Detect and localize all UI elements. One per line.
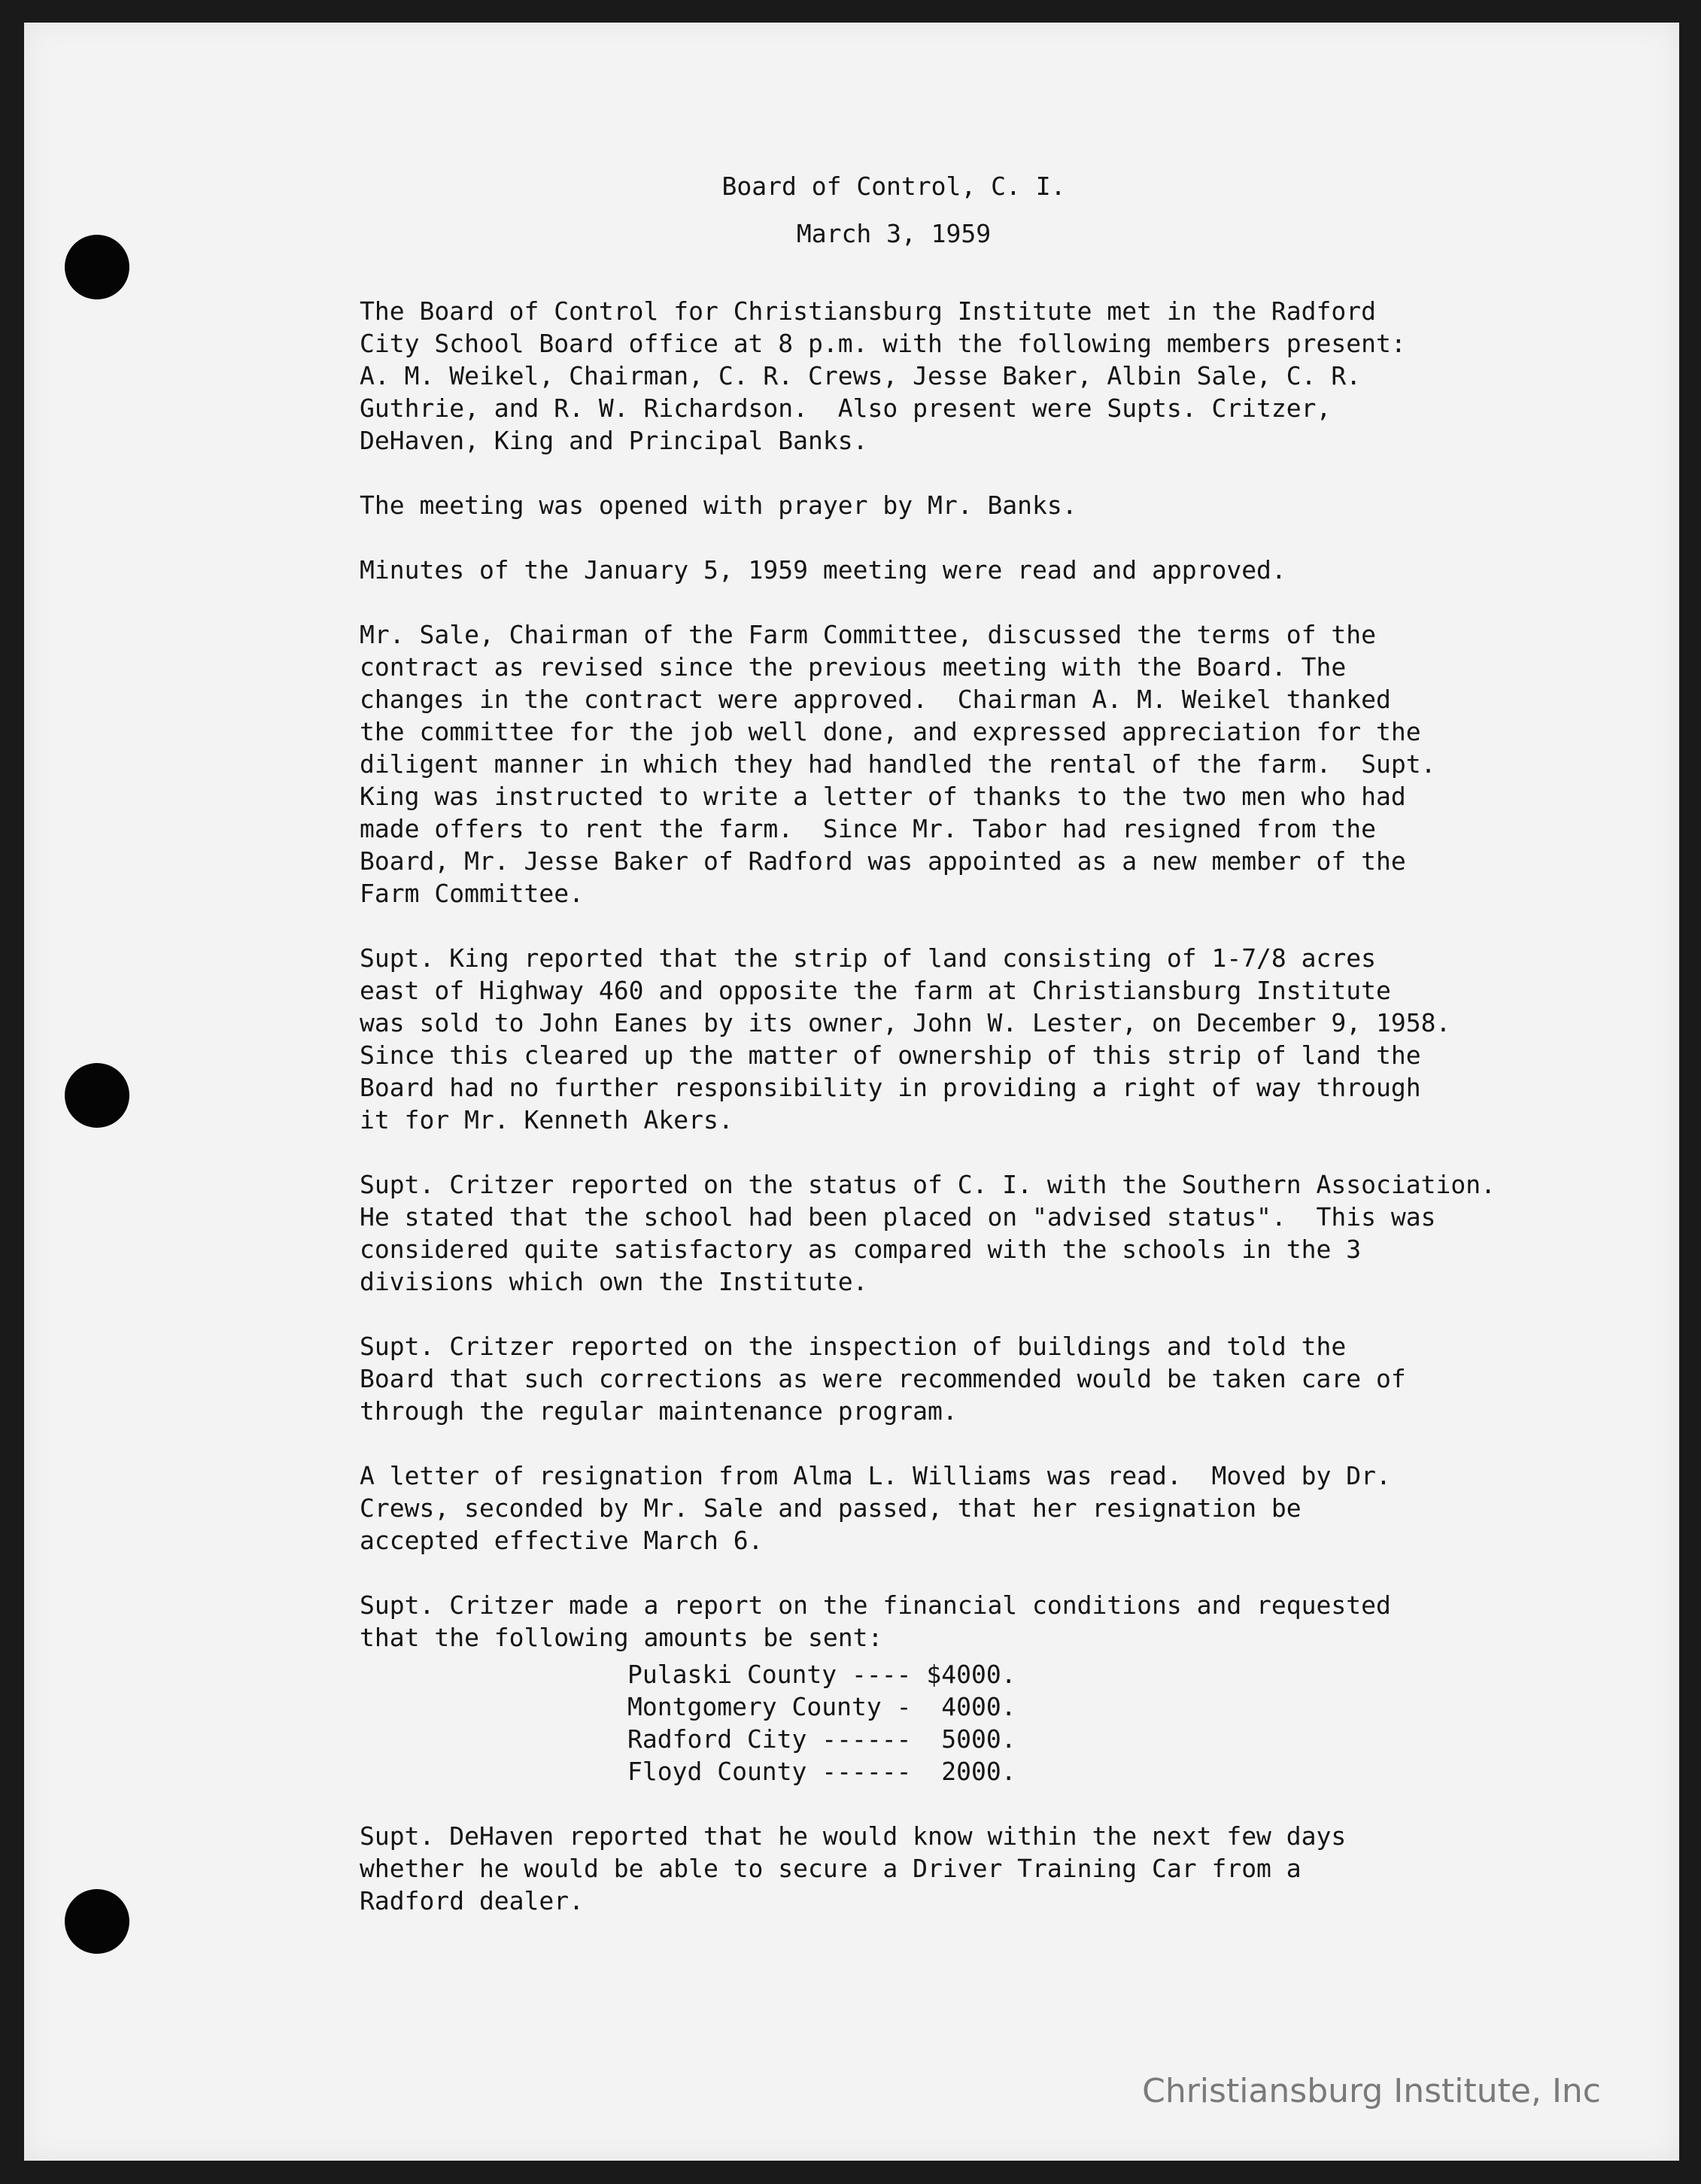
text-line: A letter of resignation from Alma L. Williams was read. Moved by Dr.: [360, 1461, 1391, 1490]
document-page: [24, 23, 1679, 2161]
text-line: made offers to rent the farm. Since Mr. Tabor had resigned from the: [360, 814, 1377, 843]
document-date: March 3, 1959: [796, 219, 992, 248]
binder-hole-top: [65, 235, 129, 299]
paragraph: [360, 942, 1639, 1136]
text-line: the committee for the job well done, and expressed appreciation for the: [360, 717, 1421, 746]
text-line: considered quite satisfactory as compared with the schools in the 3: [360, 1235, 1362, 1264]
text-line: Minutes of the January 5, 1959 meeting were read and approved.: [360, 555, 1286, 585]
text-line: divisions which own the Institute.: [360, 1267, 868, 1296]
paragraph-list: [360, 295, 1639, 1654]
text-line: contract as revised since the previous meeting with the Board. The: [360, 652, 1347, 682]
closing-paragraph: [360, 1820, 1639, 1917]
paragraph: [360, 554, 1639, 586]
text-line: City School Board office at 8 p.m. with the following members present:: [360, 329, 1406, 358]
text-line: Radford dealer.: [360, 1886, 585, 1915]
binder-hole-middle: [65, 1063, 129, 1128]
text-line: accepted effective March 6.: [360, 1526, 764, 1555]
text-line: Since this cleared up the matter of ownership of this strip of land the: [360, 1040, 1421, 1070]
amount-row: Radford City ------ 5000.: [627, 1724, 1016, 1754]
text-line: The Board of Control for Christiansburg Institute met in the Radford: [360, 296, 1377, 326]
text-line: Supt. Critzer reported on the inspection of buildings and told the: [360, 1332, 1347, 1361]
text-line: Board, Mr. Jesse Baker of Radford was appointed as a new member of the: [360, 846, 1406, 876]
binder-hole-bottom: [65, 1889, 129, 1954]
text-line: The meeting was opened with prayer by Mr. Banks.: [360, 491, 1077, 520]
text-line: changes in the contract were approved. Chairman A. M. Weikel thanked: [360, 685, 1391, 714]
text-line: east of Highway 460 and opposite the farm at Christiansburg Institute: [360, 976, 1391, 1005]
text-line: was sold to John Eanes by its owner, John W. Lester, on December 9, 1958.: [360, 1008, 1451, 1037]
text-line: Guthrie, and R. W. Richardson. Also present were Supts. Critzer,: [360, 393, 1332, 423]
paragraph: [360, 295, 1639, 457]
text-line: diligent manner in which they had handled the rental of the farm. Supt.: [360, 749, 1436, 779]
paragraph: [360, 1168, 1639, 1298]
text-line: whether he would be able to secure a Driver Training Car from a: [360, 1854, 1302, 1883]
paragraph: [360, 1460, 1639, 1557]
minutes-body: [360, 170, 1639, 1917]
text-line: Mr. Sale, Chairman of the Farm Committee, discussed the terms of the: [360, 620, 1377, 649]
text-line: A. M. Weikel, Chairman, C. R. Crews, Jesse Baker, Albin Sale, C. R.: [360, 361, 1362, 390]
text-line: Board that such corrections as were recommended would be taken care of: [360, 1364, 1406, 1393]
text-line: Supt. King reported that the strip of land consisting of 1-7/8 acres: [360, 943, 1377, 973]
amounts-table: [627, 1658, 1639, 1788]
paragraph: [360, 1330, 1639, 1427]
text-line: that the following amounts be sent:: [360, 1623, 883, 1652]
text-line: Crews, seconded by Mr. Sale and passed, that her resignation be: [360, 1493, 1302, 1523]
text-line: through the regular maintenance program.: [360, 1396, 958, 1426]
watermark-text: Christiansburg Institute, Inc: [1142, 2072, 1601, 2110]
text-line: it for Mr. Kenneth Akers.: [360, 1105, 734, 1135]
text-line: He stated that the school had been placed on "advised status". This was: [360, 1202, 1436, 1232]
text-line: Board had no further responsibility in providing a right of way through: [360, 1073, 1421, 1102]
document-heading: Board of Control, C. I.: [721, 172, 1066, 201]
amount-row: Floyd County ------ 2000.: [627, 1757, 1016, 1786]
text-line: King was instructed to write a letter of thanks to the two men who had: [360, 782, 1406, 811]
paragraph: [360, 1589, 1639, 1654]
paragraph: [360, 618, 1639, 910]
text-line: Farm Committee.: [360, 879, 585, 908]
text-line: Supt. Critzer reported on the status of C. I. with the Southern Association.: [360, 1170, 1496, 1199]
text-line: Supt. Critzer made a report on the financial conditions and requested: [360, 1590, 1391, 1620]
paragraph: [360, 489, 1639, 521]
amount-row: Pulaski County ---- $4000.: [627, 1660, 1016, 1689]
text-line: Supt. DeHaven reported that he would know within the next few days: [360, 1821, 1347, 1851]
amount-row: Montgomery County - 4000.: [627, 1692, 1016, 1721]
text-line: DeHaven, King and Principal Banks.: [360, 426, 868, 455]
